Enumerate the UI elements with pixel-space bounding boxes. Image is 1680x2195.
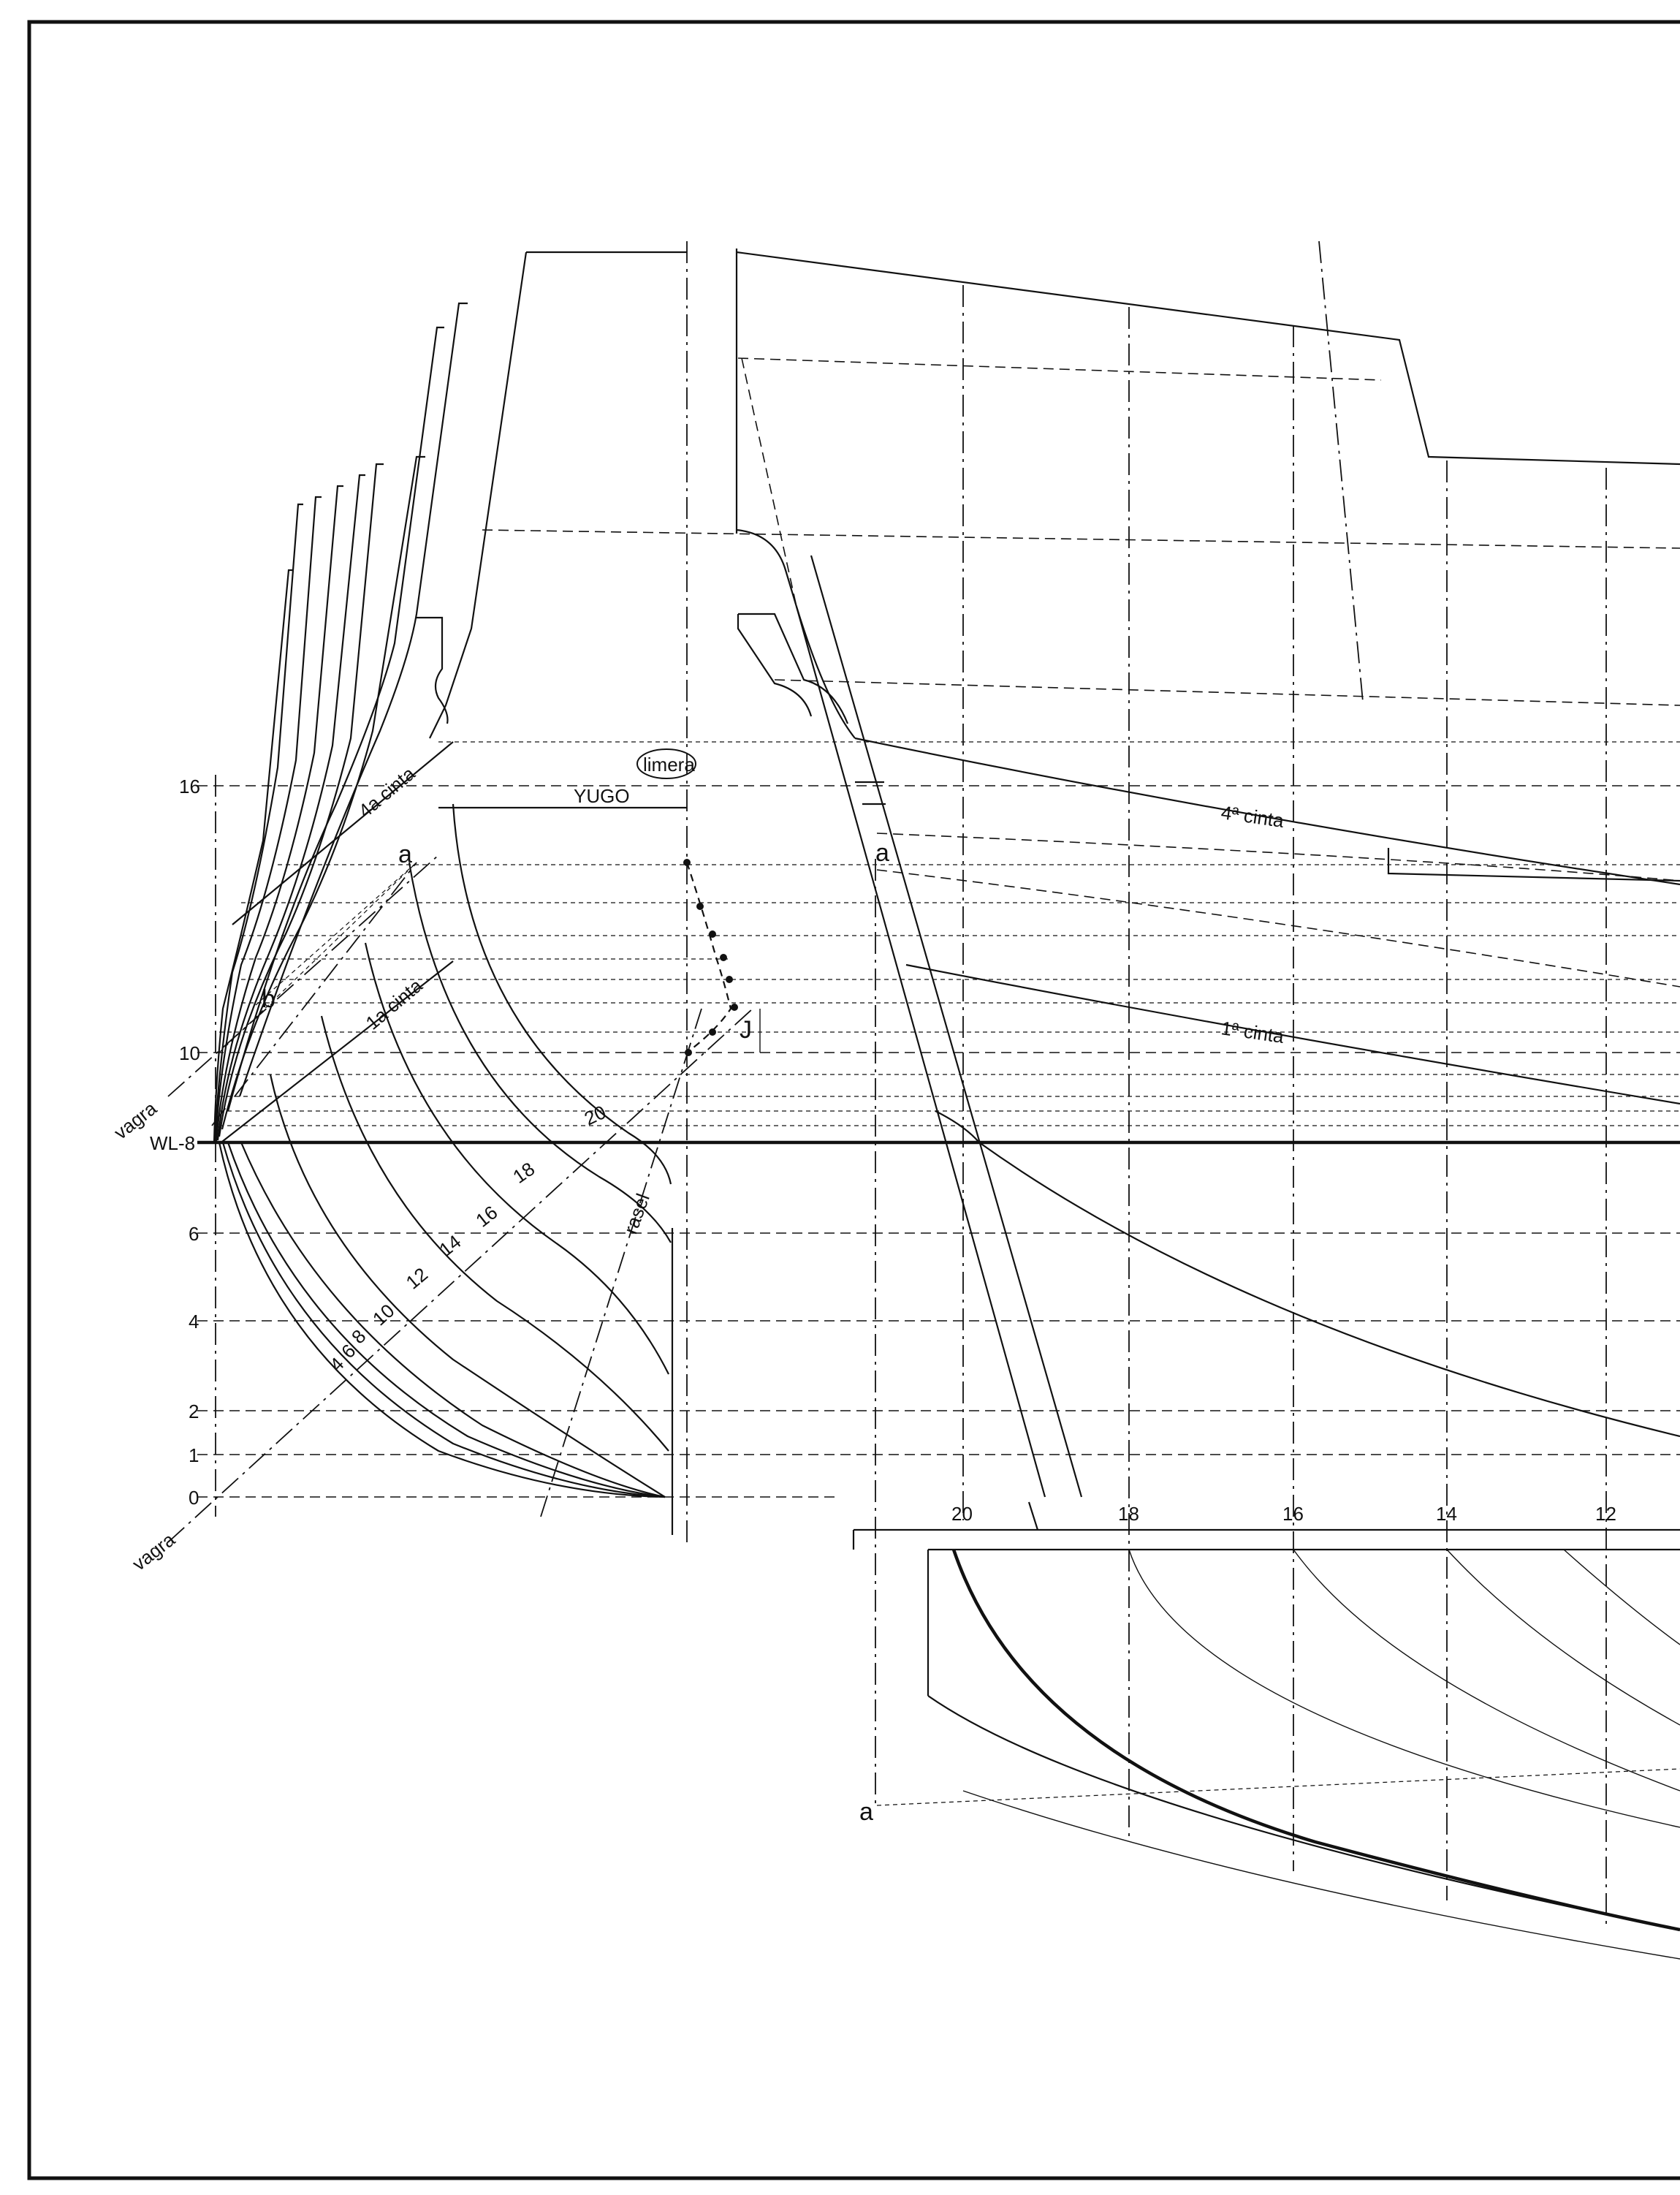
vagra-bottom-label: vagra bbox=[128, 1528, 179, 1575]
waterline-label-wl8: WL-8 bbox=[150, 1132, 196, 1154]
waterline-label-0: 0 bbox=[189, 1487, 199, 1509]
point-j-label: J bbox=[740, 1016, 752, 1044]
limera-label: limera bbox=[643, 754, 695, 776]
point-b-label: b bbox=[262, 985, 275, 1013]
body-station-10: 10 bbox=[368, 1299, 399, 1330]
profile-station-14: 14 bbox=[1436, 1503, 1457, 1525]
cinta-4-profile-label: 4ª cinta bbox=[1220, 801, 1285, 832]
point-a-profile-label: a bbox=[875, 839, 889, 867]
profile-plan bbox=[482, 241, 1680, 1930]
waterline-label-6: 6 bbox=[189, 1223, 199, 1245]
body-station-6: 6 bbox=[337, 1339, 360, 1363]
body-station-18: 18 bbox=[509, 1157, 539, 1188]
body-station-12: 12 bbox=[401, 1263, 433, 1294]
waterline-label-1: 1 bbox=[189, 1444, 199, 1466]
profile-station-16: 16 bbox=[1282, 1503, 1304, 1525]
profile-station-18: 18 bbox=[1118, 1503, 1139, 1525]
profile-station-20: 20 bbox=[951, 1503, 973, 1525]
cinta-1-profile-label: 1ª cinta bbox=[1220, 1017, 1285, 1047]
profile-plan-labels bbox=[875, 801, 1616, 1525]
body-plan-labels bbox=[110, 754, 752, 1575]
profile-station-12: 12 bbox=[1595, 1503, 1616, 1525]
body-station-16: 16 bbox=[471, 1201, 502, 1232]
yugo-label: YUGO bbox=[574, 785, 630, 807]
point-a-body-label: a bbox=[398, 841, 412, 868]
cinta-1-body-label: 1a cinta bbox=[361, 974, 427, 1034]
vagra-top-label: vagra bbox=[110, 1097, 161, 1144]
waterline-grid bbox=[197, 742, 1680, 1497]
cinta-4-body-label: 4a cinta bbox=[354, 762, 419, 822]
half-breadth-plan bbox=[877, 1550, 1680, 1959]
body-plan bbox=[168, 241, 760, 1546]
body-station-20: 20 bbox=[580, 1101, 609, 1130]
point-a-plan-label: a bbox=[859, 1798, 873, 1826]
waterline-label-2: 2 bbox=[189, 1400, 199, 1422]
waterline-label-16: 16 bbox=[179, 776, 200, 797]
body-station-4: 4 bbox=[325, 1352, 349, 1376]
waterline-label-10: 10 bbox=[179, 1042, 200, 1064]
waterline-label-4: 4 bbox=[189, 1311, 199, 1332]
body-station-8: 8 bbox=[347, 1324, 370, 1349]
waterline-labels bbox=[150, 776, 200, 1509]
body-station-14: 14 bbox=[435, 1230, 465, 1261]
rasel-label: rasel bbox=[619, 1190, 654, 1237]
